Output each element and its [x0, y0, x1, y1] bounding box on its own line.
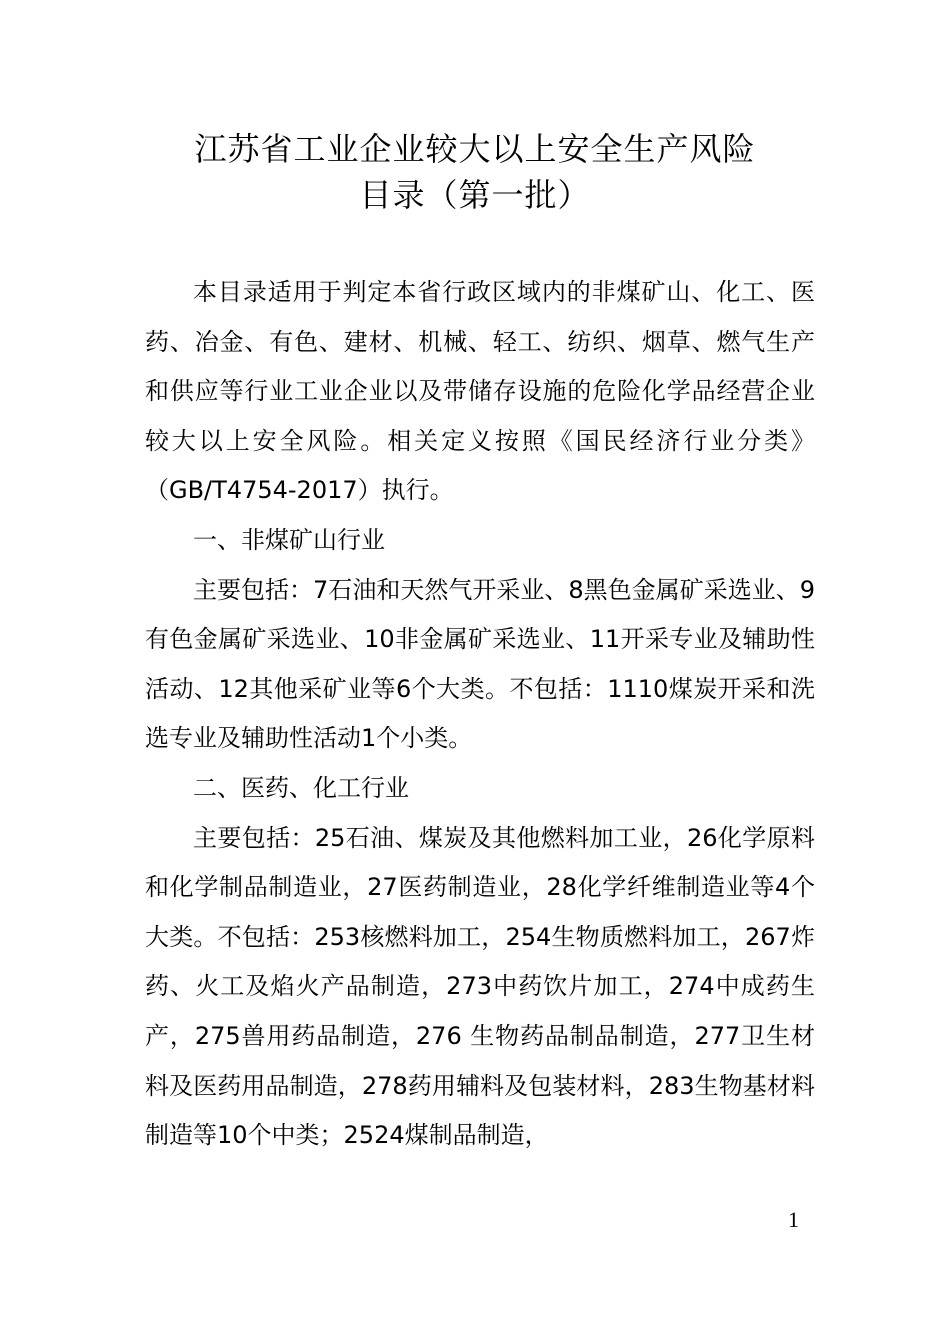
document-title-line-1: 江苏省工业企业较大以上安全生产风险 — [194, 130, 756, 168]
document-body — [145, 268, 815, 1161]
page-number: 1 — [788, 1207, 799, 1232]
section-heading-non-coal-mining: 一、非煤矿山行业 — [193, 525, 385, 554]
section-heading-pharma-chemical: 二、医药、化工行业 — [193, 773, 409, 802]
paragraph-pharma-chemical: 主要包括：25石油、煤炭及其他燃料加工业，26化学原料和化学制品制造业，27医药制造业，28化学纤维制造业等4个大类。不包括：253核燃料加工，254生物质燃料加工，267炸药、火工及焰火产品制造，273中药饮片加工，274中成药生产，275兽用药品制造，276 生物药品制品制造，277卫生材料及医药用品制造，278药用辅料及包装材料，283生物基材料制造等10个中类；2524煤制品制造， — [145, 823, 815, 1150]
paragraph-scope: 本目录适用于判定本省行政区域内的非煤矿山、化工、医药、冶金、有色、建材、机械、轻工、纺织、烟草、燃气生产和供应等行业工业企业以及带储存设施的危险化学品经营企业较大以上安全风险。相关定义按照《国民经济行业分类》（GB/T4754-2017）执行。 — [145, 278, 815, 505]
document-title-line-2: 目录（第一批） — [359, 176, 591, 214]
paragraph-non-coal-mining: 主要包括：7石油和天然气开采业、8黑色金属矿采选业、9有色金属矿采选业、10非金属矿采选业、11开采专业及辅助性活动、12其他采矿业等6个大类。不包括：1110煤炭开采和洗选专业及辅助性活动1个小类。 — [145, 575, 815, 753]
